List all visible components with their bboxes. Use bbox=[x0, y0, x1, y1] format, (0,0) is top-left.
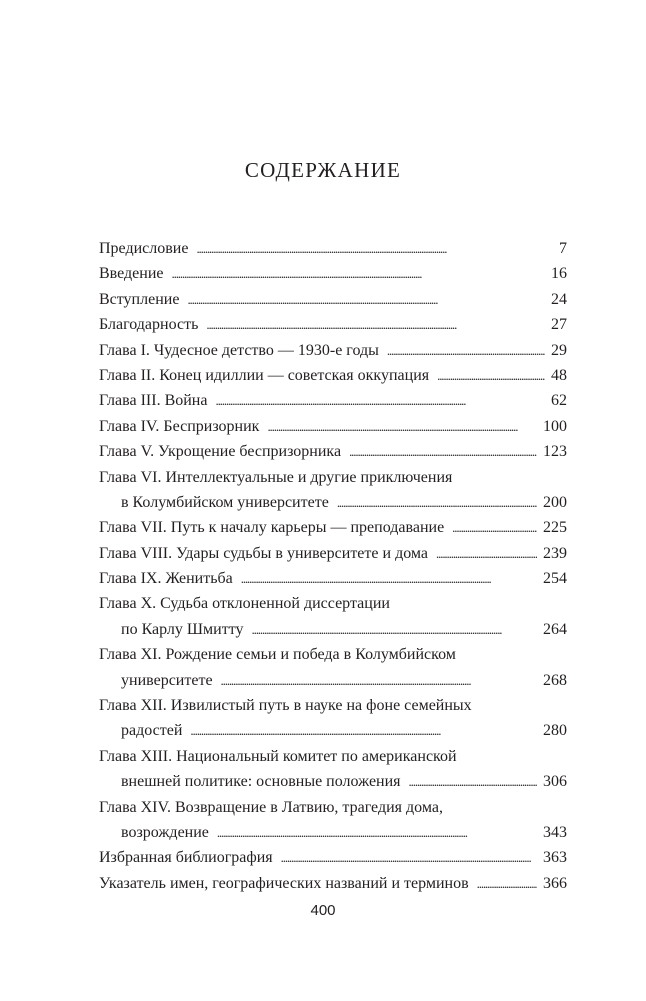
toc-entry-title: Глава XI. Рождение семьи и победа в Колумбийском bbox=[99, 646, 456, 664]
toc-entry-title: Глава V. Укрощение беспризорника bbox=[99, 443, 342, 461]
toc-entry-line bbox=[99, 541, 567, 566]
toc-entry-line bbox=[99, 236, 567, 261]
toc-entry-page: 48 bbox=[551, 366, 567, 384]
dot-leader bbox=[187, 287, 545, 312]
toc-entry-title: Вступление bbox=[99, 290, 180, 308]
dot-leader bbox=[337, 490, 537, 515]
toc-entry-page: 100 bbox=[543, 417, 567, 435]
toc-entry-title: Глава X. Судьба отклоненной диссертации bbox=[99, 595, 390, 613]
toc-entry-page: 363 bbox=[543, 849, 567, 867]
toc-entry-line bbox=[99, 465, 567, 490]
toc-entry-line bbox=[99, 693, 567, 718]
toc-entry-page: 123 bbox=[543, 443, 567, 461]
toc-entry-line bbox=[99, 845, 567, 870]
toc-entry-title: возрождение bbox=[121, 823, 209, 841]
dot-leader bbox=[190, 718, 537, 743]
toc-entry-title: по Карлу Шмитту bbox=[121, 620, 244, 638]
toc-entry-title: Глава XIII. Национальный комитет по американской bbox=[99, 747, 457, 765]
toc-entry-title: радостей bbox=[121, 722, 183, 740]
dot-leader bbox=[349, 439, 537, 464]
toc-entry-page: 343 bbox=[543, 823, 567, 841]
dot-leader bbox=[172, 261, 546, 286]
toc-entry-line bbox=[99, 261, 567, 286]
toc-entry-line bbox=[99, 769, 567, 794]
toc-entry-title: внешней политике: основные положения bbox=[121, 773, 401, 791]
toc-entry-page: 366 bbox=[543, 874, 567, 892]
toc-entry-title: Глава XIV. Возвращение в Латвию, трагедия дома, bbox=[99, 798, 443, 816]
dot-leader bbox=[215, 388, 545, 413]
toc-entry-line bbox=[99, 718, 567, 743]
page-title: СОДЕРЖАНИЕ bbox=[244, 158, 402, 182]
toc-entry-line bbox=[99, 414, 567, 439]
toc-entry-title: Глава I. Чудесное детство — 1930-е годы bbox=[99, 341, 379, 359]
toc-entry-line bbox=[99, 566, 567, 591]
toc-entry-title: Указатель имен, географических названий и терминов bbox=[99, 874, 469, 892]
toc-entry-title: университете bbox=[121, 671, 213, 689]
toc-entry-page: 268 bbox=[543, 671, 567, 689]
toc-entry-title: Глава VIII. Удары судьбы в университете и дома bbox=[99, 544, 429, 562]
toc-entry-page: 62 bbox=[551, 392, 567, 410]
dot-leader bbox=[196, 236, 547, 261]
toc-entry-page: 200 bbox=[543, 493, 567, 511]
toc-entry-line bbox=[99, 795, 567, 820]
toc-entry-title: Глава III. Война bbox=[99, 392, 208, 410]
toc-entry-line bbox=[99, 820, 567, 845]
dot-leader bbox=[252, 617, 538, 642]
toc-entry-page: 254 bbox=[543, 570, 567, 588]
toc-entry-line bbox=[99, 439, 567, 464]
toc-entry-page: 239 bbox=[543, 544, 567, 562]
toc-entry-page: 27 bbox=[551, 316, 567, 334]
toc-entry-title: Благодарность bbox=[99, 316, 199, 334]
toc-entry-title: Глава XII. Извилистый путь в науке на фоне семейных bbox=[99, 697, 472, 715]
toc-entry-page: 7 bbox=[559, 240, 567, 257]
toc-entry-title: Глава IX. Женитьба bbox=[99, 570, 233, 588]
toc-entry-title: Глава IV. Беспризорник bbox=[99, 417, 260, 435]
toc-entry-title: Глава VII. Путь к началу карьеры — преподавание bbox=[99, 519, 445, 537]
toc-entry-line bbox=[99, 668, 567, 693]
toc-entry-page: 29 bbox=[551, 341, 567, 359]
toc-entry-line bbox=[99, 515, 567, 540]
toc-entry-line bbox=[99, 490, 567, 515]
dot-leader bbox=[436, 541, 537, 566]
dot-leader bbox=[477, 871, 537, 896]
toc-entry-page: 264 bbox=[543, 620, 567, 638]
dot-leader bbox=[281, 845, 537, 870]
dot-leader bbox=[206, 312, 545, 337]
toc-entry-title: Предисловие bbox=[99, 240, 189, 257]
table-of-contents bbox=[99, 236, 567, 896]
toc-entry-line bbox=[99, 363, 567, 388]
dot-leader bbox=[221, 668, 537, 693]
toc-entry-page: 225 bbox=[543, 519, 567, 537]
toc-entry-line bbox=[99, 287, 567, 312]
dot-leader bbox=[387, 338, 545, 363]
dot-leader bbox=[217, 820, 537, 845]
toc-entry-line bbox=[99, 338, 567, 363]
toc-entry-title: в Колумбийском университете bbox=[121, 493, 329, 511]
toc-entry-title: Избранная библиография bbox=[99, 849, 273, 867]
dot-leader bbox=[452, 515, 537, 540]
dot-leader bbox=[437, 363, 545, 388]
toc-entry-page: 24 bbox=[551, 290, 567, 308]
toc-entry-line bbox=[99, 617, 567, 642]
toc-entry-title: Глава VI. Интеллектуальные и другие приключения bbox=[99, 468, 453, 486]
toc-entry-line bbox=[99, 744, 567, 769]
toc-entry-title: Введение bbox=[99, 265, 164, 283]
dot-leader bbox=[241, 566, 537, 591]
toc-entry-page: 306 bbox=[543, 773, 567, 791]
dot-leader bbox=[267, 414, 537, 439]
toc-entry-line bbox=[99, 642, 567, 667]
dot-leader bbox=[409, 769, 537, 794]
toc-entry-line bbox=[99, 591, 567, 616]
toc-entry-line bbox=[99, 312, 567, 337]
toc-entry-line bbox=[99, 871, 567, 896]
toc-entry-page: 280 bbox=[543, 722, 567, 740]
toc-entry-page: 16 bbox=[551, 265, 567, 283]
toc-entry-line bbox=[99, 388, 567, 413]
page-number: 400 bbox=[310, 902, 336, 919]
toc-entry-title: Глава II. Конец идиллии — советская оккупация bbox=[99, 366, 430, 384]
